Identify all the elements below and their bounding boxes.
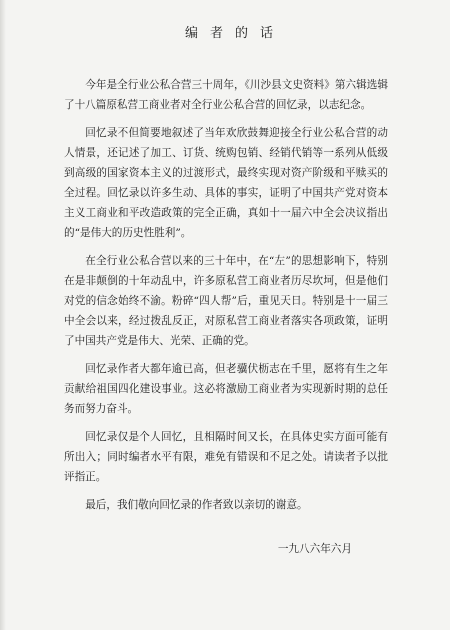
paragraph-5: 回忆录仅是个人回忆，且相隔时间又长，在具体史实方面可能有所出入；同时编者水平有限，难免有错误和不足之处。请读者予以批评指正。 — [64, 431, 388, 483]
date-signature: 一九八六年六月 — [277, 543, 352, 555]
paragraph-1: 今年是全行业公私合营三十周年，《川沙县文史资料》第六辑选辑了十八篇原私营工商业者对全行业公私合营的回忆录，以志纪念。 — [64, 79, 388, 111]
paragraph-2: 回忆录不但简要地叙述了当年欢欣鼓舞迎接全行业公私合营的动人情景，还记述了加工、订货、统购包销、经销代销等一系列从低级到高级的国家资本主义的过渡形式，最终实现对资产阶级和平赎买的全过程。回忆录以许多生动、具体的事实，证明了中国共产党对资本主义工商业和平改造政策的完全正确，真如十一届六中全会决议指出的“是伟大的历史性胜利”。 — [64, 127, 388, 239]
paragraph-3: 在全行业公私合营以来的三十年中，在“左”的思想影响下，特别在是非颠倒的十年动乱中，许多原私营工商业者历尽坎坷，但是他们对党的信念始终不渝。粉碎“四人帮”后，重见天日。特别是十一届三中全会以来，经过拨乱反正，对原私营工商业者落实各项政策，证明了中国共产党是伟大、光荣、正确的党。 — [64, 255, 388, 347]
paragraph-4: 回忆录作者大都年逾已高，但老骥伏枥志在千里，愿将有生之年贡献给祖国四化建设事业。这必将激励工商业者为实现新时期的总任务而努力奋斗。 — [64, 363, 388, 415]
paragraph-6: 最后，我们敬向回忆录的作者致以亲切的谢意。 — [85, 499, 308, 511]
scan-edge-shadow — [0, 0, 6, 630]
page-title: 编者的话 — [184, 26, 285, 41]
